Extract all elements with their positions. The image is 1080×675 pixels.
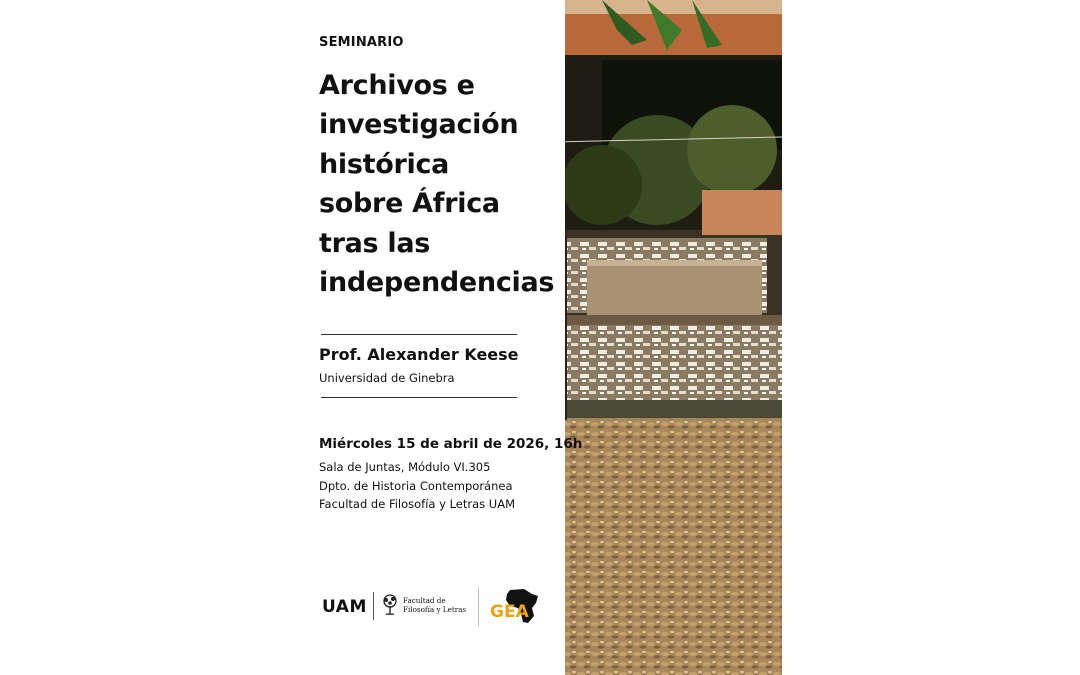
logo-separator <box>478 588 479 626</box>
gea-text: GEA <box>490 602 529 622</box>
tree-icon <box>381 594 399 621</box>
seminar-title <box>319 66 559 302</box>
logo-bar <box>320 586 550 626</box>
faculty-logo-text <box>403 596 466 614</box>
speaker-name: Prof. Alexander Keese <box>319 345 519 364</box>
gea-logo <box>488 586 544 626</box>
divider-top <box>321 334 517 335</box>
title-line: investigación <box>319 109 519 141</box>
title-line: Archivos e <box>319 70 475 101</box>
faculty-line: Facultad de <box>403 596 446 605</box>
event-type-label: SEMINARIO <box>319 35 404 50</box>
title-line: independencias <box>319 267 555 299</box>
venue-line: Facultad de Filosofía y Letras UAM <box>319 497 516 511</box>
venue-line: Dpto. de Historia Contemporánea <box>319 478 513 493</box>
uam-logo: UAM <box>322 597 367 617</box>
logo-separator <box>373 592 374 620</box>
event-date-time: Miércoles 15 de abril de 2026, 16h <box>319 436 583 452</box>
speaker-affiliation: Universidad de Ginebra <box>319 371 455 385</box>
event-venue <box>319 458 515 514</box>
title-line: histórica <box>319 148 450 180</box>
title-line: sobre África <box>319 188 500 220</box>
venue-line: Sala de Juntas, Módulo VI.305 <box>319 460 491 474</box>
divider-bottom <box>321 397 517 398</box>
title-line: tras las <box>319 227 431 259</box>
faculty-line: Filosofía y Letras <box>403 605 467 614</box>
